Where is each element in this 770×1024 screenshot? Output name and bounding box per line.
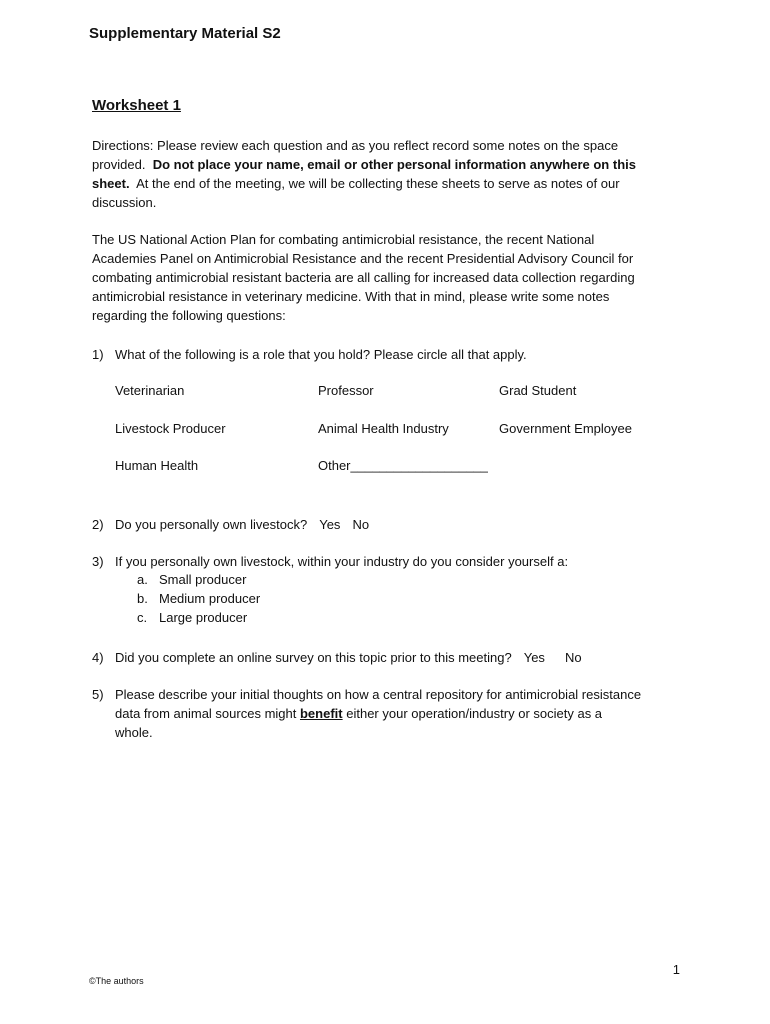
option-label: Medium producer — [159, 591, 261, 606]
role-option-veterinarian[interactable]: Veterinarian — [115, 383, 185, 398]
option-label: Large producer — [159, 610, 248, 625]
option-letter: a. — [137, 572, 148, 587]
intro-line: combating antimicrobial resistant bacteria are all calling for increased data collection regarding — [92, 270, 635, 285]
role-option-livestock-producer[interactable]: Livestock Producer — [115, 421, 226, 436]
question-3 — [92, 552, 568, 571]
role-option-grad-student[interactable]: Grad Student — [499, 383, 577, 398]
privacy-warning: Do not place your name, email or other personal information anywhere on this — [152, 157, 636, 172]
worksheet-title: Worksheet 1 — [92, 97, 181, 114]
option-label: Small producer — [159, 572, 247, 587]
directions-paragraph — [92, 136, 692, 212]
intro-line: The US National Action Plan for combating antimicrobial resistance, the recent National — [92, 232, 595, 247]
intro-line: antimicrobial resistance in veterinary medicine. With that in mind, please write some notes — [92, 289, 610, 304]
question-text: Do you personally own livestock? — [115, 517, 308, 532]
copyright-footer: ©The authors — [89, 976, 144, 986]
question-number: 5) — [92, 687, 104, 702]
page-number: 1 — [672, 962, 680, 977]
producer-option-medium[interactable] — [137, 591, 260, 606]
question-line — [92, 685, 641, 704]
intro-line: Academies Panel on Antimicrobial Resistance and the recent Presidential Advisory Council for — [92, 251, 634, 266]
question-number: 2) — [92, 517, 104, 532]
question-4 — [92, 648, 582, 667]
directions-line: discussion. — [92, 195, 157, 210]
question-text: If you personally own livestock, within your industry do you consider yourself a: — [115, 554, 569, 569]
role-option-other[interactable]: Other___________________ — [318, 458, 488, 473]
question-5 — [92, 685, 641, 742]
answer-yes[interactable]: Yes — [319, 517, 341, 532]
option-letter: b. — [137, 591, 148, 606]
question-line — [92, 704, 641, 723]
privacy-warning: sheet. — [92, 176, 130, 191]
role-option-government-employee[interactable]: Government Employee — [499, 421, 632, 436]
role-option-animal-health-industry[interactable]: Animal Health Industry — [318, 421, 449, 436]
producer-option-large[interactable] — [137, 610, 247, 625]
option-letter: c. — [137, 610, 148, 625]
directions-text: provided. — [92, 157, 146, 172]
directions-text: At the end of the meeting, we will be collecting these sheets to serve as notes of our — [136, 176, 620, 191]
producer-option-small[interactable] — [137, 572, 246, 587]
document-header: Supplementary Material S2 — [89, 25, 281, 42]
answer-no[interactable]: No — [564, 650, 582, 665]
role-option-human-health[interactable]: Human Health — [115, 458, 199, 473]
role-option-professor[interactable]: Professor — [318, 383, 374, 398]
question-number: 1) — [92, 347, 104, 362]
directions-line — [92, 155, 692, 174]
intro-paragraph — [92, 230, 692, 325]
question-text: either your operation/industry or society as a — [346, 706, 603, 721]
question-number: 3) — [92, 554, 104, 569]
question-number: 4) — [92, 650, 104, 665]
question-line: whole. — [115, 725, 153, 740]
question-text: What of the following is a role that you hold? Please circle all that apply. — [115, 347, 527, 362]
answer-yes[interactable]: Yes — [523, 650, 545, 665]
intro-line: regarding the following questions: — [92, 308, 286, 323]
question-text: Did you complete an online survey on this topic prior to this meeting? — [115, 650, 512, 665]
directions-line — [92, 174, 692, 193]
answer-no[interactable]: No — [352, 517, 370, 532]
question-2 — [92, 515, 369, 534]
emphasis-benefit: benefit — [299, 706, 343, 721]
question-text: data from animal sources might — [115, 706, 297, 721]
question-1 — [92, 345, 527, 364]
directions-line: Directions: Please review each question and as you reflect record some notes on the space — [92, 138, 619, 153]
question-text: Please describe your initial thoughts on how a central repository for antimicrobial resistance — [115, 687, 642, 702]
